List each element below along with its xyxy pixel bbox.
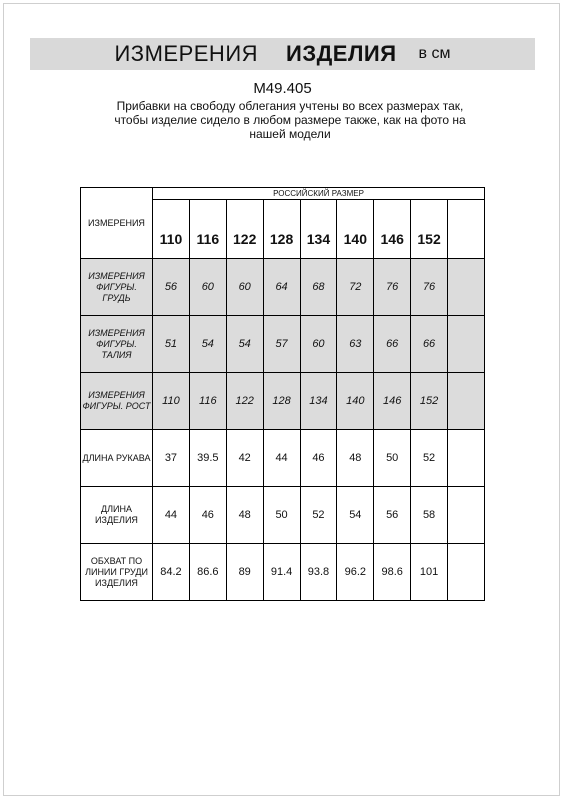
table-cell: 51 xyxy=(153,316,190,373)
table-cell xyxy=(448,430,485,487)
table-cell: 58 xyxy=(411,487,448,544)
table-cell: 140 xyxy=(337,373,374,430)
table-cell: 134 xyxy=(300,373,337,430)
size-header-cell: 152 xyxy=(411,200,448,259)
table-cell: 60 xyxy=(189,259,226,316)
table-cell: 54 xyxy=(226,316,263,373)
table-cell: 60 xyxy=(300,316,337,373)
table-cell: 44 xyxy=(263,430,300,487)
table-cell: 39.5 xyxy=(189,430,226,487)
size-header-cell xyxy=(448,200,485,259)
table-cell: 52 xyxy=(300,487,337,544)
table-cell xyxy=(448,544,485,601)
model-code: M49.405 xyxy=(253,80,312,97)
table-cell xyxy=(448,487,485,544)
table-cell: 44 xyxy=(153,487,190,544)
row-label: ИЗМЕРЕНИЯ ФИГУРЫ. РОСТ xyxy=(81,373,153,430)
table-cell: 68 xyxy=(300,259,337,316)
title-garment: ИЗДЕЛИЯ xyxy=(286,41,397,66)
table-cell: 50 xyxy=(374,430,411,487)
table-cell: 91.4 xyxy=(263,544,300,601)
table-cell: 72 xyxy=(337,259,374,316)
size-header-cell: 110 xyxy=(153,200,190,259)
table-cell: 66 xyxy=(374,316,411,373)
title-measurements: ИЗМЕРЕНИЯ xyxy=(114,41,259,66)
table-row xyxy=(81,487,485,544)
table-row xyxy=(81,259,485,316)
table-cell: 63 xyxy=(337,316,374,373)
table-cell: 66 xyxy=(411,316,448,373)
table-cell xyxy=(448,373,485,430)
table-cell: 57 xyxy=(263,316,300,373)
table-cell: 116 xyxy=(189,373,226,430)
table-cell: 37 xyxy=(153,430,190,487)
table-cell: 146 xyxy=(374,373,411,430)
row-label: ДЛИНА РУКАВА xyxy=(81,430,153,487)
row-label: ДЛИНА ИЗДЕЛИЯ xyxy=(81,487,153,544)
table-cell: 46 xyxy=(300,430,337,487)
size-header-cell: 122 xyxy=(226,200,263,259)
table-cell: 56 xyxy=(374,487,411,544)
table-cell: 96.2 xyxy=(337,544,374,601)
table-row xyxy=(81,544,485,601)
table-cell: 86.6 xyxy=(189,544,226,601)
table-cell: 64 xyxy=(263,259,300,316)
table-cell: 60 xyxy=(226,259,263,316)
table-row xyxy=(81,373,485,430)
table-row xyxy=(81,430,485,487)
table-cell: 42 xyxy=(226,430,263,487)
table-cell: 98.6 xyxy=(374,544,411,601)
size-header-cell: 146 xyxy=(374,200,411,259)
table-cell: 48 xyxy=(337,430,374,487)
size-header-cell: 134 xyxy=(300,200,337,259)
size-header-cell: 128 xyxy=(263,200,300,259)
size-table xyxy=(80,187,485,601)
table-cell xyxy=(448,259,485,316)
table-cell: 152 xyxy=(411,373,448,430)
fit-note: Прибавки на свободу облегания учтены во всех размерах так, чтобы изделие сидело в любом размере также, как на фото на нашей модели xyxy=(114,99,466,141)
table-cell: 50 xyxy=(263,487,300,544)
size-header-cell: 140 xyxy=(337,200,374,259)
row-label: ОБХВАТ ПО ЛИНИИ ГРУДИ ИЗДЕЛИЯ xyxy=(81,544,153,601)
table-cell: 76 xyxy=(411,259,448,316)
table-cell: 128 xyxy=(263,373,300,430)
table-cell: 101 xyxy=(411,544,448,601)
table-cell: 54 xyxy=(189,316,226,373)
group-header: РОССИЙСКИЙ РАЗМЕР xyxy=(153,188,485,200)
table-cell: 48 xyxy=(226,487,263,544)
title-bar xyxy=(30,38,535,70)
table-cell: 54 xyxy=(337,487,374,544)
table-cell: 52 xyxy=(411,430,448,487)
table-cell: 93.8 xyxy=(300,544,337,601)
table-cell: 122 xyxy=(226,373,263,430)
table-cell: 56 xyxy=(153,259,190,316)
title-units: в см xyxy=(418,45,451,62)
table-cell: 84.2 xyxy=(153,544,190,601)
table-cell: 76 xyxy=(374,259,411,316)
table-cell: 46 xyxy=(189,487,226,544)
row-label: ИЗМЕРЕНИЯ ФИГУРЫ. ГРУДЬ xyxy=(81,259,153,316)
row-label: ИЗМЕРЕНИЯ ФИГУРЫ. ТАЛИЯ xyxy=(81,316,153,373)
table-cell: 89 xyxy=(226,544,263,601)
row-header-label: ИЗМЕРЕНИЯ xyxy=(81,188,153,259)
table-row xyxy=(81,316,485,373)
size-header-cell: 116 xyxy=(189,200,226,259)
table-cell xyxy=(448,316,485,373)
table-cell: 110 xyxy=(153,373,190,430)
